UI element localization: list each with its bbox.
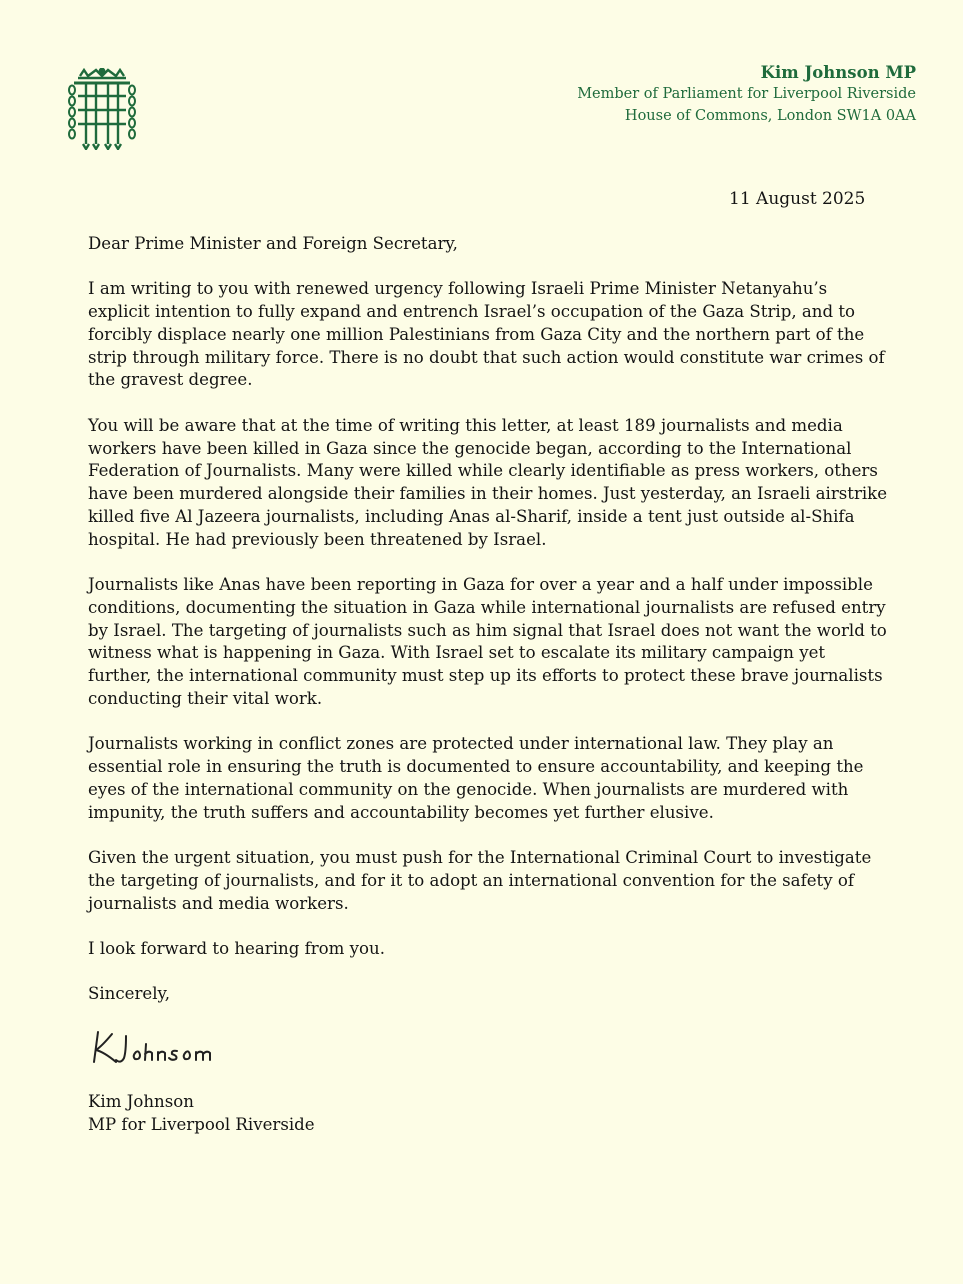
letter-body <box>88 233 888 1029</box>
paragraph: Journalists like Anas have been reporting in Gaza for over a year and a half under impossible conditions, documenting the situation in Gaza while international journalists are refused entry by Israel. The targeting of journalists such as him signal that Israel does not want the world to witness what is happening in Gaza. With Israel set to escalate its military campaign yet further, the international community must step up its efforts to protect these brave journalists conducting their vital work. <box>88 575 887 709</box>
mp-name: Kim Johnson MP <box>760 63 916 82</box>
paragraph: Journalists working in conflict zones are protected under international law. They play an essential role in ensuring the truth is documented to ensure accountability, and keeping the eyes of the international community on the genocide. When journalists are murdered with impunity, the truth suffers and accountability becomes yet further elusive. <box>88 734 864 822</box>
signoff-block <box>88 1090 315 1136</box>
paragraph: I am writing to you with renewed urgency following Israeli Prime Minister Netanyahu’s explicit intention to fully expand and entrench Israel’s occupation of the Gaza Strip, and to forcibly displace nearly one million Palestinians from Gaza City and the northern part of the strip through military force. There is no doubt that such action would constitute war crimes of the gravest degree. <box>88 279 885 390</box>
signatory-name: Kim Johnson <box>88 1092 194 1111</box>
paragraph: Given the urgent situation, you must push for the International Criminal Court to investigate the targeting of journalists, and for it to adopt an international convention for the safety of journalists and media workers. <box>88 848 872 913</box>
letterhead <box>577 62 916 127</box>
portcullis-logo-svg <box>66 68 138 150</box>
handwritten-signature <box>88 1022 238 1072</box>
mp-address: House of Commons, London SW1A 0AA <box>624 107 916 124</box>
paragraph: I look forward to hearing from you. <box>88 938 385 958</box>
signatory-title: MP for Liverpool Riverside <box>88 1115 315 1134</box>
closing: Sincerely, <box>88 984 170 1004</box>
salutation: Dear Prime Minister and Foreign Secretary, <box>88 234 458 253</box>
letter-date: 11 August 2025 <box>729 189 866 209</box>
portcullis-icon <box>66 68 138 150</box>
signature-svg <box>88 1022 238 1072</box>
mp-role: Member of Parliament for Liverpool Riverside <box>577 86 916 102</box>
paragraph: You will be aware that at the time of writing this letter, at least 189 journalists and media workers have been killed in Gaza since the genocide began, according to the International Federation of Journalists. Many were killed while clearly identifiable as press workers, others have been murdered alongside their families in their homes. Just yesterday, an Israeli airstrike killed five Al Jazeera journalists, including Anas al-Sharif, inside a tent just outside al-Shifa hospital. He had previously been threatened by Israel. <box>88 415 888 549</box>
